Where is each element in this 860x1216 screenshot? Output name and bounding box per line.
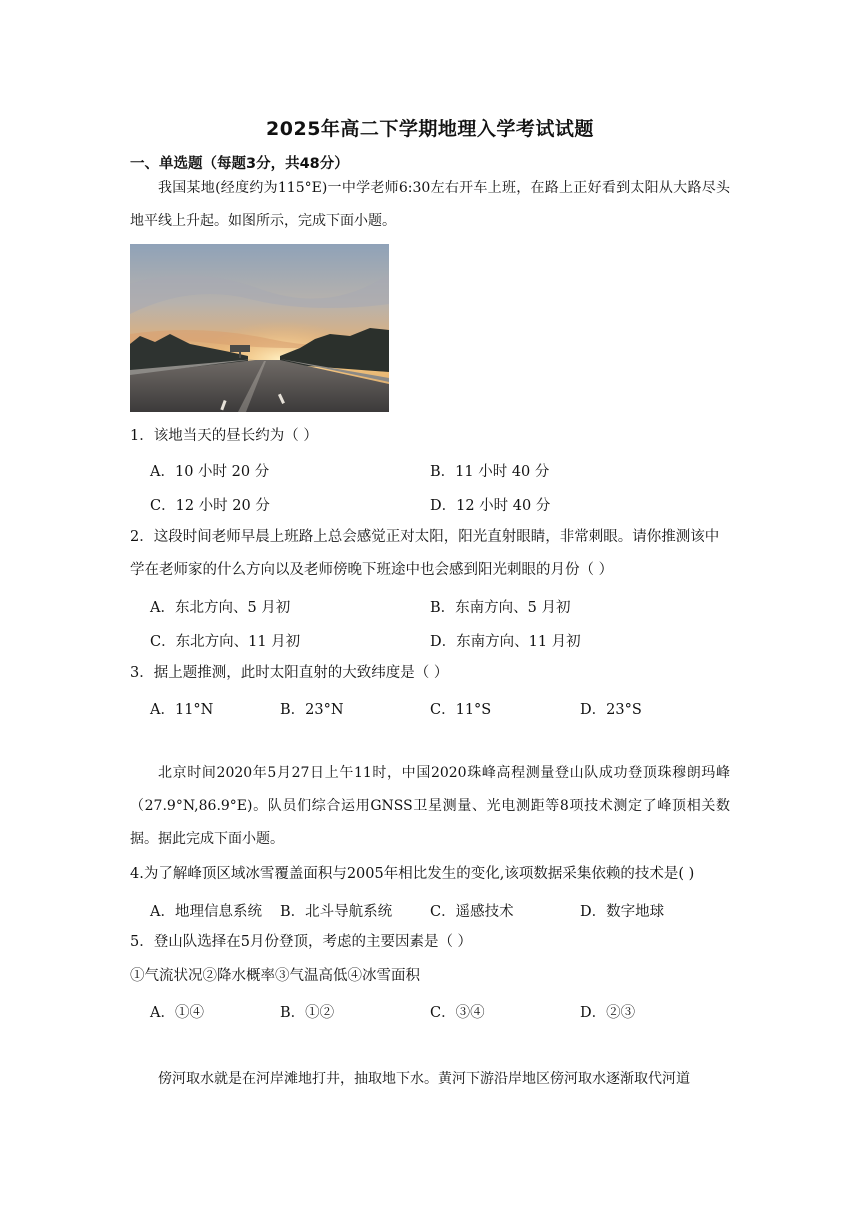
passage-2: 北京时间2020年5月27日上午11时，中国2020珠峰高程测量登山队成功登顶珠穆朗玛峰（27.9°N,86.9°E)。队员们综合运用GNSS卫星测量、光电测距等8项技术测定了峰顶相关数据。据此完成下面小题。 [130,765,730,847]
page-title: 2025年高二下学期地理入学考试试题 [266,118,594,140]
q2-option-a: A．东北方向、5 月初 [150,600,291,616]
q2-option-d: D．东南方向、11 月初 [430,634,581,650]
question-3-stem: 3．据上题推测，此时太阳直射的大致纬度是（ ） [130,665,449,681]
q3-option-a: A．11°N [150,702,214,718]
q1-option-d: D．12 小时 40 分 [430,498,551,514]
q3-option-c: C．11°S [430,702,492,718]
question-1-stem: 1．该地当天的昼长约为（ ） [130,428,318,444]
q1-option-a: A．10 小时 20 分 [150,464,270,480]
q1-option-c: C．12 小时 20 分 [150,498,270,514]
q2-option-c: C．东北方向、11 月初 [150,634,301,650]
question-2-stem: 2．这段时间老师早晨上班路上总会感觉正对太阳，阳光直射眼睛，非常刺眼。请你推测该中学在老师家的什么方向以及老师傍晚下班途中也会感到阳光刺眼的月份（ ） [130,529,720,578]
q5-option-d: D．②③ [580,1005,636,1021]
section-heading: 一、单选题（每题3分，共48分） [130,156,349,172]
q4-option-d: D．数字地球 [580,904,665,920]
q2-option-b: B．东南方向、5 月初 [430,600,571,616]
q3-option-b: B．23°N [280,702,344,718]
passage-1: 我国某地(经度约为115°E)一中学老师6:30左右开车上班，在路上正好看到太阳从大路尽头地平线上升起。如图所示，完成下面小题。 [130,180,730,229]
sunrise-road-photo [130,244,389,412]
q5-option-c: C．③④ [430,1005,485,1021]
question-5-factors: ①气流状况②降水概率③气温高低④冰雪面积 [130,968,420,984]
q5-option-b: B．①② [280,1005,335,1021]
q4-option-c: C．遥感技术 [430,904,514,920]
q5-option-a: A．①④ [150,1005,204,1021]
q4-option-a: A．地理信息系统 [150,904,262,920]
question-4-stem: 4.为了解峰顶区域冰雪覆盖面积与2005年相比发生的变化,该项数据采集依赖的技术是( ) [130,866,695,882]
question-5-stem: 5．登山队选择在5月份登顶，考虑的主要因素是（ ） [130,934,473,950]
passage-3: 傍河取水就是在河岸滩地打井，抽取地下水。黄河下游沿岸地区傍河取水逐渐取代河道 [158,1071,690,1087]
q4-option-b: B．北斗导航系统 [280,904,393,920]
q3-option-d: D．23°S [580,702,642,718]
q1-option-b: B．11 小时 40 分 [430,464,550,480]
